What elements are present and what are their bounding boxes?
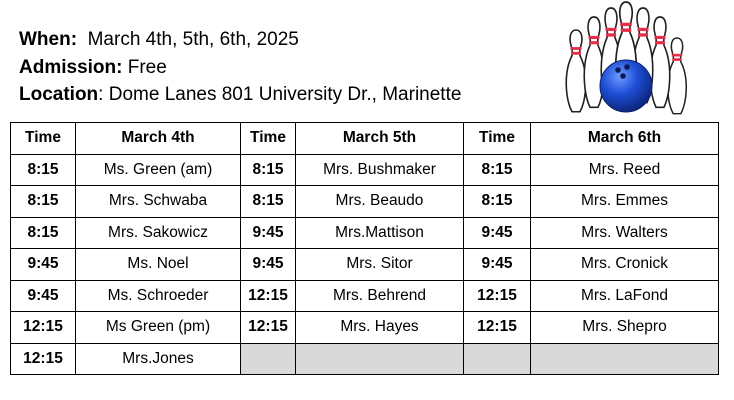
table-row	[11, 312, 719, 344]
time-cell: 9:45	[241, 217, 296, 249]
time-cell: 12:15	[11, 312, 76, 344]
time-header: Time	[241, 123, 296, 155]
time-cell: 8:15	[464, 154, 531, 186]
admission-line	[19, 54, 461, 82]
teacher-cell: Mrs. Sitor	[296, 249, 464, 281]
march-5th-header: March 5th	[296, 123, 464, 155]
event-info	[19, 26, 461, 109]
time-header: Time	[464, 123, 531, 155]
teacher-cell: Mrs. Walters	[531, 217, 719, 249]
time-cell: 8:15	[464, 186, 531, 218]
teacher-cell: Mrs.Mattison	[296, 217, 464, 249]
table-row	[11, 186, 719, 218]
location-line	[19, 81, 461, 109]
bowling-pins-and-ball-icon	[556, 0, 696, 120]
time-cell: 12:15	[464, 312, 531, 344]
time-cell: 8:15	[11, 217, 76, 249]
teacher-cell: Mrs. Sakowicz	[76, 217, 241, 249]
admission-label: Admission:	[19, 56, 123, 78]
teacher-cell: Mrs. Emmes	[531, 186, 719, 218]
teacher-cell: Mrs. Behrend	[296, 280, 464, 312]
teacher-cell: Mrs.Jones	[76, 343, 241, 375]
teacher-cell: Mrs. LaFond	[531, 280, 719, 312]
march-4th-header: March 4th	[76, 123, 241, 155]
header-row	[11, 123, 719, 155]
when-line	[19, 26, 461, 54]
teacher-cell: Ms. Green (am)	[76, 154, 241, 186]
time-cell: 12:15	[241, 312, 296, 344]
time-cell: 9:45	[241, 249, 296, 281]
teacher-cell: Mrs. Shepro	[531, 312, 719, 344]
time-cell: 12:15	[241, 280, 296, 312]
teacher-cell: Ms Green (pm)	[76, 312, 241, 344]
teacher-cell: Mrs. Hayes	[296, 312, 464, 344]
empty-cell	[296, 343, 464, 375]
admission-value: Free	[127, 56, 167, 78]
time-cell: 9:45	[464, 249, 531, 281]
table-row	[11, 249, 719, 281]
time-cell: 8:15	[11, 186, 76, 218]
table-row	[11, 154, 719, 186]
teacher-cell: Mrs. Beaudo	[296, 186, 464, 218]
when-value: March 4th, 5th, 6th, 2025	[87, 29, 299, 50]
empty-cell	[531, 343, 719, 375]
table-row	[11, 343, 719, 375]
teacher-cell: Mrs. Cronick	[531, 249, 719, 281]
location-value: : Dome Lanes 801 University Dr., Marinette	[98, 84, 462, 105]
time-cell: 12:15	[464, 280, 531, 312]
empty-cell	[464, 343, 531, 375]
time-cell: 12:15	[11, 343, 76, 375]
march-6th-header: March 6th	[531, 123, 719, 155]
table-row	[11, 217, 719, 249]
time-cell: 9:45	[464, 217, 531, 249]
teacher-cell: Mrs. Schwaba	[76, 186, 241, 218]
time-cell: 8:15	[11, 154, 76, 186]
teacher-cell: Ms. Noel	[76, 249, 241, 281]
schedule-table	[10, 122, 719, 375]
time-cell: 8:15	[241, 186, 296, 218]
empty-cell	[241, 343, 296, 375]
location-label: Location	[19, 84, 99, 105]
time-cell: 9:45	[11, 280, 76, 312]
teacher-cell: Mrs. Bushmaker	[296, 154, 464, 186]
when-label: When:	[19, 29, 78, 50]
teacher-cell: Mrs. Reed	[531, 154, 719, 186]
table-row	[11, 280, 719, 312]
time-cell: 8:15	[241, 154, 296, 186]
time-header: Time	[11, 123, 76, 155]
teacher-cell: Ms. Schroeder	[76, 280, 241, 312]
time-cell: 9:45	[11, 249, 76, 281]
